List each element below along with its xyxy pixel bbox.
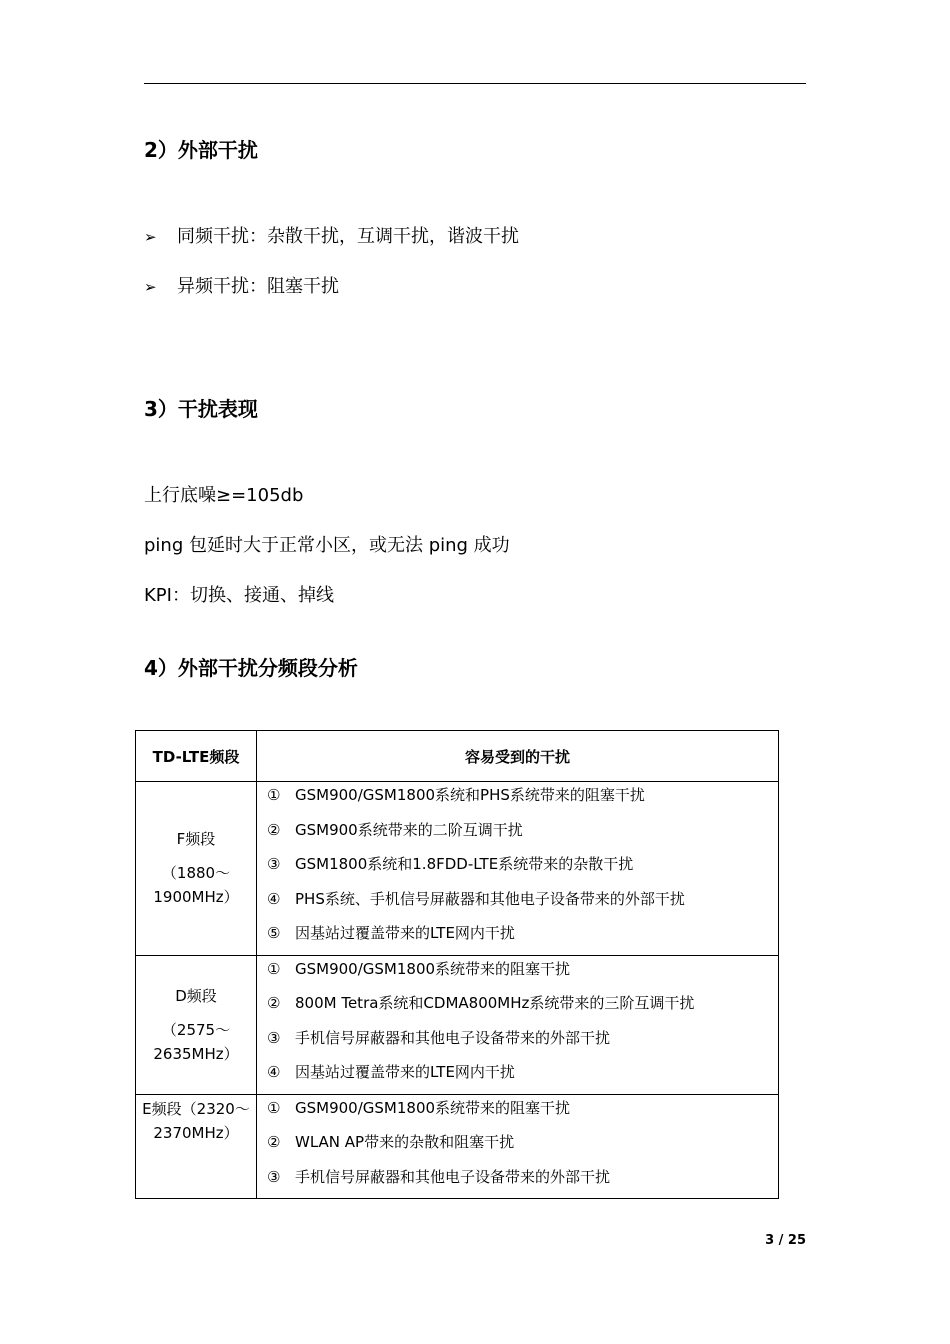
list-item xyxy=(257,1059,778,1094)
item-number: ① xyxy=(267,959,281,978)
table-header-interference: 容易受到的干扰 xyxy=(257,731,779,782)
band-interference-table xyxy=(135,730,779,1199)
page-number: 3 / 25 xyxy=(765,1233,806,1248)
interference-list xyxy=(257,782,779,956)
item-text: PHS系统、手机信号屏蔽器和其他电子设备带来的外部干扰 xyxy=(295,889,685,908)
item-text: GSM1800系统和1.8FDD-LTE系统带来的杂散干扰 xyxy=(295,855,634,873)
bullet-item xyxy=(144,224,519,250)
band-name: E频段（2320～2370MHz） xyxy=(142,1099,250,1142)
table-header-row xyxy=(136,731,779,782)
item-number: ① xyxy=(267,1098,281,1117)
list-item xyxy=(257,851,778,886)
symptom-line: KPI：切换、接通、掉线 xyxy=(144,585,334,606)
table-row xyxy=(136,782,779,956)
band-name: F频段 xyxy=(176,830,216,849)
symptom-line: 上行底噪≥=105db xyxy=(144,485,304,506)
arrow-bullet-icon: ➢ xyxy=(144,228,157,246)
header-divider xyxy=(144,83,806,84)
bullet-text: 异频干扰：阻塞干扰 xyxy=(177,276,339,297)
item-text: GSM900系统带来的二阶互调干扰 xyxy=(295,820,523,839)
bullet-item xyxy=(144,274,339,300)
list-item xyxy=(257,1129,778,1164)
table-row xyxy=(136,1094,779,1199)
item-number: ④ xyxy=(267,1063,281,1081)
band-range: （2575～2635MHz） xyxy=(153,1020,239,1063)
band-cell-e xyxy=(136,1094,257,1199)
item-number: ② xyxy=(267,820,281,839)
item-text: 因基站过覆盖带来的LTE网内干扰 xyxy=(295,1063,515,1081)
item-text: 800M Tetra系统和CDMA800MHz系统带来的三阶互调干扰 xyxy=(295,994,695,1012)
item-text: WLAN AP带来的杂散和阻塞干扰 xyxy=(295,1133,515,1151)
list-item xyxy=(257,1164,778,1199)
interference-list xyxy=(257,955,779,1094)
item-text: GSM900/GSM1800系统带来的阻塞干扰 xyxy=(295,1098,571,1117)
band-cell-d xyxy=(136,955,257,1094)
item-number: ③ xyxy=(267,1167,281,1186)
symptom-line: ping 包延时大于正常小区，或无法 ping 成功 xyxy=(144,535,510,556)
table-row xyxy=(136,955,779,1094)
item-number: ② xyxy=(267,1133,281,1151)
item-text: 手机信号屏蔽器和其他电子设备带来的外部干扰 xyxy=(295,1028,611,1047)
table-header-band: TD-LTE频段 xyxy=(136,731,257,782)
item-number: ⑤ xyxy=(267,924,281,942)
bullet-text: 同频干扰：杂散干扰，互调干扰，谐波干扰 xyxy=(177,226,519,247)
band-range: （1880～1900MHz） xyxy=(153,864,239,907)
list-item xyxy=(257,956,778,991)
item-number: ③ xyxy=(267,855,281,873)
list-item xyxy=(257,886,778,921)
item-text: GSM900/GSM1800系统带来的阻塞干扰 xyxy=(295,959,571,978)
item-number: ① xyxy=(267,786,281,804)
list-item xyxy=(257,1025,778,1060)
item-text: 手机信号屏蔽器和其他电子设备带来的外部干扰 xyxy=(295,1167,611,1186)
arrow-bullet-icon: ➢ xyxy=(144,278,157,296)
item-number: ③ xyxy=(267,1028,281,1047)
band-cell-f xyxy=(136,782,257,956)
heading-external-interference: 2）外部干扰 xyxy=(144,138,258,162)
item-number: ④ xyxy=(267,889,281,908)
band-name: D频段 xyxy=(175,986,217,1005)
item-text: GSM900/GSM1800系统和PHS系统带来的阻塞干扰 xyxy=(295,786,645,804)
list-item xyxy=(257,920,778,955)
item-text: 因基站过覆盖带来的LTE网内干扰 xyxy=(295,924,515,942)
item-number: ② xyxy=(267,994,281,1012)
heading-band-analysis: 4）外部干扰分频段分析 xyxy=(144,656,358,680)
list-item xyxy=(257,817,778,852)
list-item xyxy=(257,990,778,1025)
heading-interference-symptoms: 3）干扰表现 xyxy=(144,397,258,421)
interference-list xyxy=(257,1094,779,1199)
list-item xyxy=(257,782,778,817)
list-item xyxy=(257,1095,778,1130)
